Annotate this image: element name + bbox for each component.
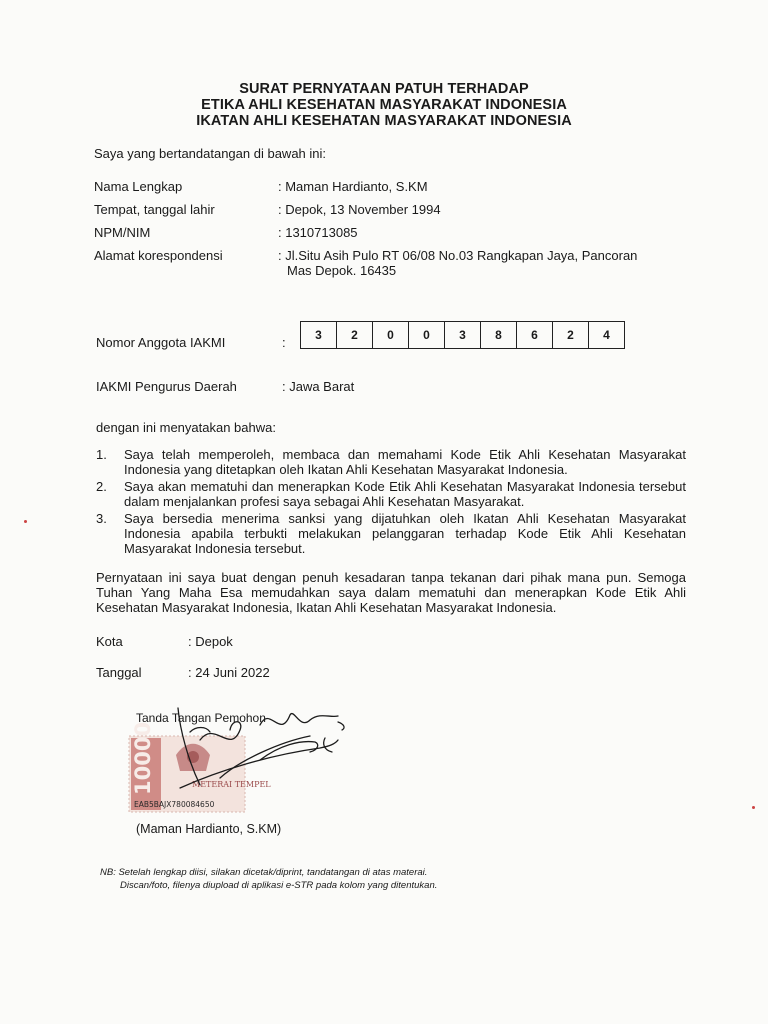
- pengurus-label: IAKMI Pengurus Daerah: [96, 379, 237, 394]
- date-value: : 24 Juni 2022: [188, 665, 270, 680]
- declaration-intro: dengan ini menyatakan bahwa:: [96, 420, 276, 435]
- member-number-colon: :: [282, 335, 286, 350]
- member-number-boxes: [300, 321, 625, 349]
- stamp-value: 10000: [131, 721, 155, 795]
- statement-number: 2.: [96, 479, 107, 494]
- stamp-label: METERAI TEMPEL: [192, 780, 271, 789]
- statement-text: Saya bersedia menerima sanksi yang dijatuhkan oleh Ikatan Ahli Kesehatan Masyarakat Indonesia apabila terbukti melakukan pelanggaran terhadap Kode Etik Ahli Kesehatan Masyarakat Indonesia tersebut.: [124, 511, 686, 556]
- member-digit: 8: [481, 322, 517, 348]
- title-line-1: SURAT PERNYATAAN PATUH TERHADAP: [239, 81, 529, 97]
- statement-number: 1.: [96, 447, 107, 462]
- npm-label: NPM/NIM: [94, 225, 151, 240]
- closing-paragraph: Pernyataan ini saya buat dengan penuh kesadaran tanpa tekanan dari pihak mana pun. Semoga Tuhan Yang Maha Esa memudahkan saya dalam mematuhi dan menerapkan Kode Etik Ahli Kesehatan Masyarakat Indonesia, Ikatan Ahli Kesehatan Masyarakat Indonesia.: [96, 570, 686, 615]
- scan-artifact: [24, 520, 27, 523]
- member-digit: 0: [373, 322, 409, 348]
- footnote-line-2: Discan/foto, filenya diupload di aplikasi e-STR pada kolom yang ditentukan.: [120, 880, 438, 891]
- member-digit: 3: [301, 322, 337, 348]
- member-digit: 2: [553, 322, 589, 348]
- signature-label: Tanda Tangan Pemohon: [136, 711, 266, 725]
- scan-artifact: [752, 806, 755, 809]
- member-digit: 4: [603, 328, 610, 342]
- list-item: [96, 479, 686, 509]
- list-item: [96, 511, 686, 556]
- place-value: : Depok: [188, 634, 233, 649]
- footnote: [100, 866, 437, 892]
- member-digit: 3: [445, 322, 481, 348]
- birth-value: : Depok, 13 November 1994: [278, 202, 441, 217]
- member-digit: 6: [517, 322, 553, 348]
- statement-list: [96, 447, 686, 558]
- npm-value: : 1310713085: [278, 225, 358, 240]
- stamp-serial: EAB5BAJX780084650: [134, 800, 215, 809]
- statement-number: 3.: [96, 511, 107, 526]
- handwritten-signature: [160, 700, 360, 810]
- address-value-line-2: Mas Depok. 16435: [287, 263, 397, 278]
- place-label: Kota: [96, 634, 123, 649]
- address-value-line-1: : Jl.Situ Asih Pulo RT 06/08 No.03 Rangkapan Jaya, Pancoran: [278, 248, 638, 263]
- title-line-2: ETIKA AHLI KESEHATAN MASYARAKAT INDONESIA: [201, 97, 567, 113]
- date-label: Tanggal: [96, 665, 142, 680]
- title-line-3: IKATAN AHLI KESEHATAN MASYARAKAT INDONESIA: [196, 113, 572, 129]
- signer-name: (Maman Hardianto, S.KM): [136, 822, 282, 836]
- member-digit: 0: [409, 322, 445, 348]
- list-item: [96, 447, 686, 477]
- intro-text: Saya yang bertandatangan di bawah ini:: [94, 146, 327, 161]
- member-number-label: Nomor Anggota IAKMI: [96, 335, 226, 350]
- name-label: Nama Lengkap: [94, 179, 183, 194]
- member-digit: 2: [337, 322, 373, 348]
- address-label: Alamat korespondensi: [94, 248, 223, 263]
- statement-text: Saya akan mematuhi dan menerapkan Kode Etik Ahli Kesehatan Masyarakat Indonesia tersebut dalam menjalankan profesi saya sebagai Ahli Kesehatan Masyarakat.: [124, 479, 686, 509]
- name-value: : Maman Hardianto, S.KM: [278, 179, 428, 194]
- pengurus-value: : Jawa Barat: [282, 379, 355, 394]
- footnote-line-1: NB: Setelah lengkap diisi, silakan dicetak/diprint, tandatangan di atas materai.: [100, 867, 428, 878]
- birth-label: Tempat, tanggal lahir: [94, 202, 215, 217]
- statement-text: Saya telah memperoleh, membaca dan memahami Kode Etik Ahli Kesehatan Masyarakat Indonesia yang ditetapkan oleh Ikatan Ahli Kesehatan Masyarakat Indonesia.: [124, 447, 686, 477]
